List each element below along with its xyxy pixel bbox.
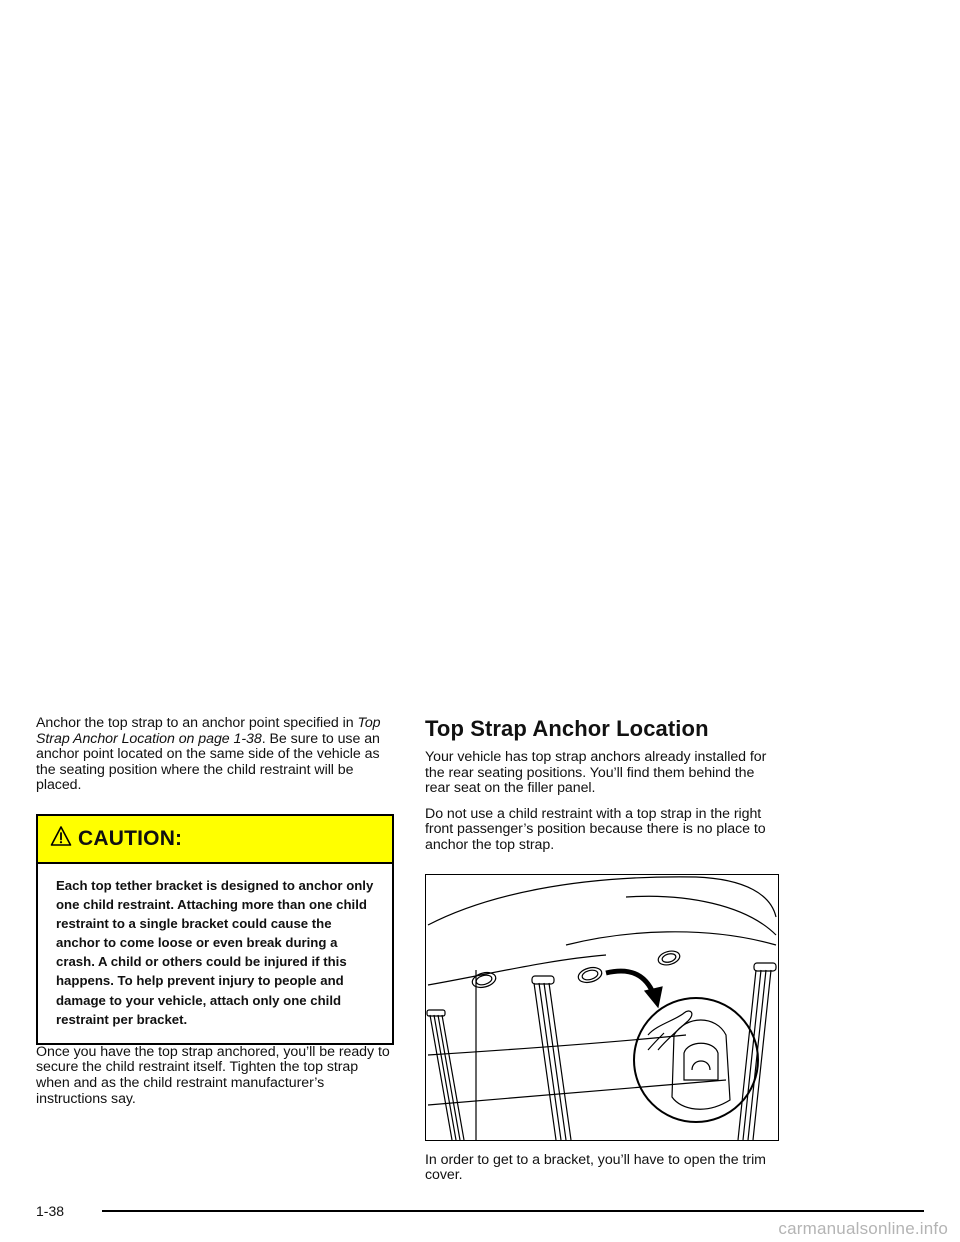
cross-reference-link[interactable]: Top Strap Anchor Location on page 1-38 bbox=[36, 715, 381, 747]
anchor-location-illustration bbox=[425, 874, 779, 1141]
section-heading: Top Strap Anchor Location bbox=[425, 716, 709, 741]
page-number: 1-38 bbox=[36, 1203, 65, 1219]
front-passenger-paragraph: Do not use a child restraint with a top strap in the right front passenger’s position because there is no place to anchor the top strap. bbox=[425, 805, 766, 853]
caution-header bbox=[38, 816, 392, 864]
rear-seat-anchor-drawing bbox=[426, 875, 778, 1140]
right-column bbox=[425, 716, 781, 1184]
left-column bbox=[36, 716, 394, 1107]
caution-box bbox=[36, 814, 394, 1045]
warning-triangle-icon bbox=[50, 825, 72, 849]
caution-title: CAUTION: bbox=[78, 826, 183, 850]
after-caution-paragraph: Once you have the top strap anchored, you’ll be ready to secure the child restraint itself. Tighten the top strap when and as the child restraint manufacturer’s instructions say. bbox=[36, 1043, 390, 1107]
anchors-installed-paragraph: Your vehicle has top strap anchors already installed for the rear seating positions. You’ll find them behind the rear seat on the filler panel. bbox=[425, 749, 767, 797]
footer-divider bbox=[102, 1210, 924, 1212]
caution-text: Each top tether bracket is designed to anchor only one child restraint. Attaching more than one child restraint to a single bracket could cause the anchor to come loose or even break during a crash. A child or others could be injured if this happens. To help prevent injury to people and damage to your vehicle, attach only one child restraint per bracket. bbox=[56, 877, 374, 1027]
watermark: carmanualsonline.info bbox=[778, 1219, 948, 1238]
intro-paragraph bbox=[36, 716, 394, 794]
intro-text-start: Anchor the top strap to an anchor point specified in bbox=[36, 715, 358, 731]
trim-cover-paragraph: In order to get to a bracket, you’ll have to open the trim cover. bbox=[425, 1151, 766, 1184]
intro-text-end: . Be sure to use an anchor point located on the same side of the vehicle as the seating position where the child restraint will be placed. bbox=[36, 730, 380, 794]
